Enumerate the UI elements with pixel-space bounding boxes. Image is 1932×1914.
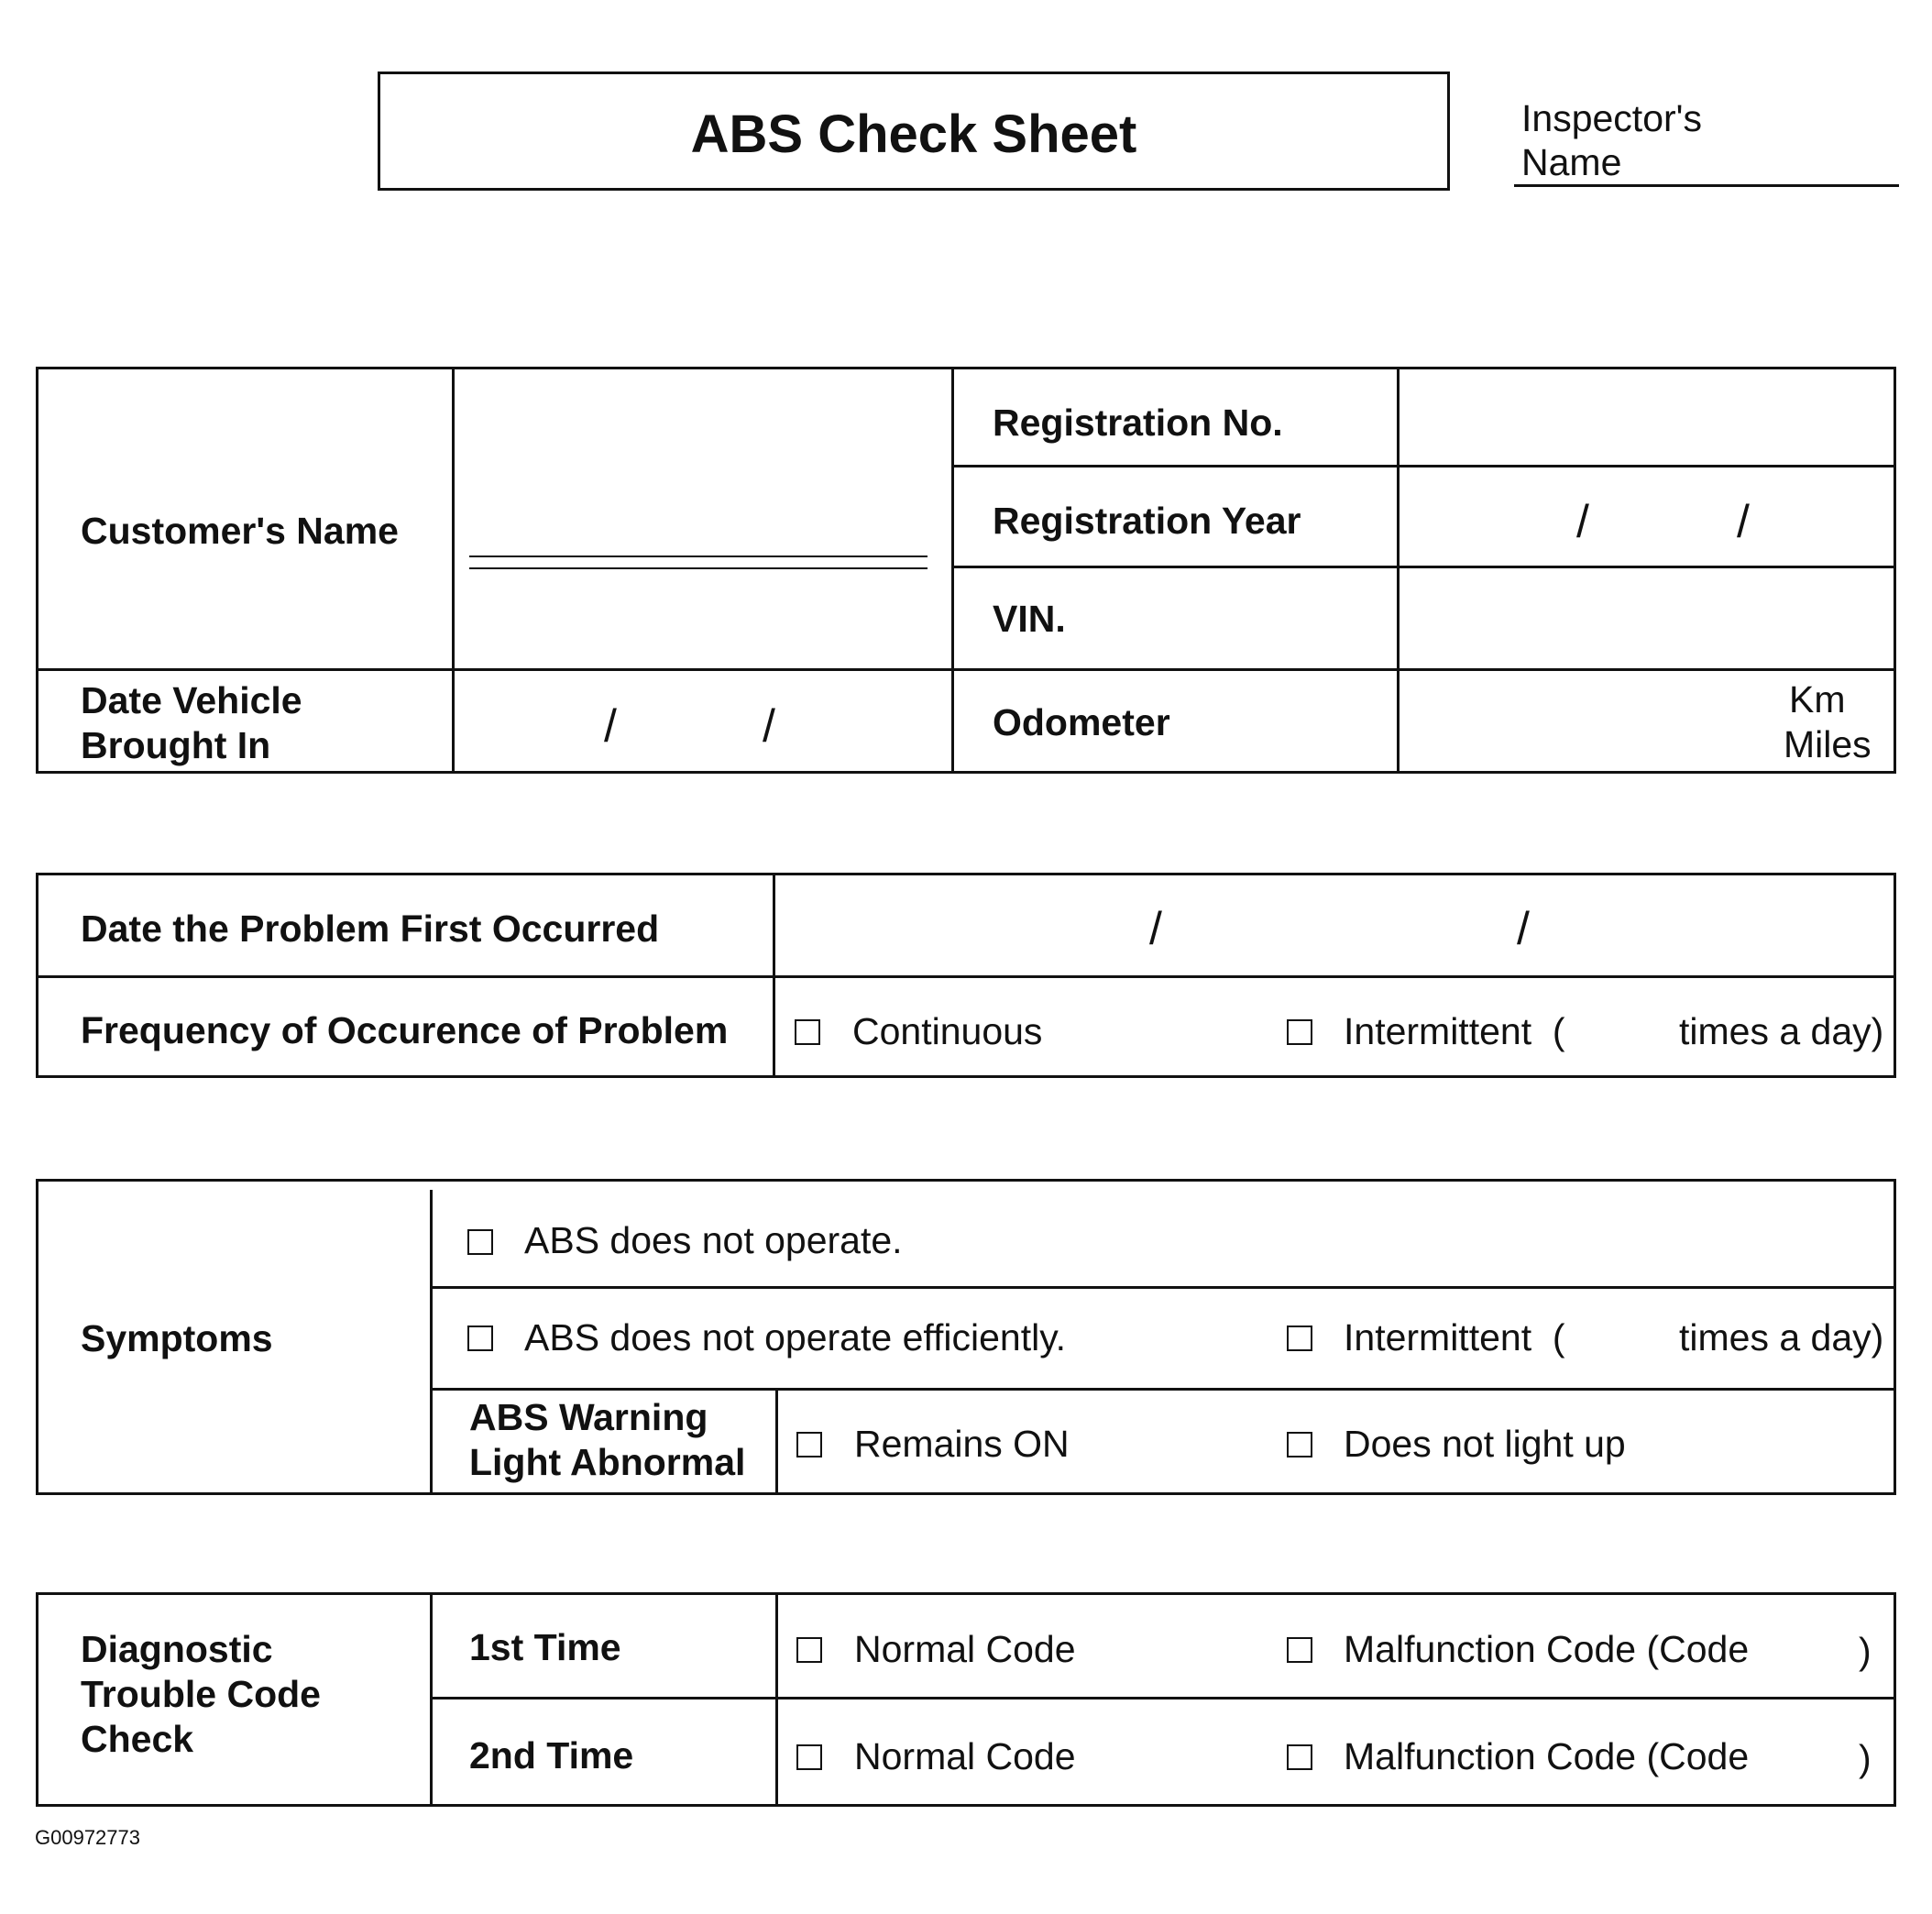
date-separator: / (1517, 903, 1530, 954)
registration-year-label: Registration Year (993, 500, 1301, 542)
odometer-unit-km: Km (1789, 678, 1846, 720)
not-light-up-checkbox[interactable] (1287, 1432, 1312, 1458)
title-box (378, 72, 1450, 191)
warning-light-label: ABS Warning Light Abnormal (469, 1396, 746, 1483)
registration-no-field[interactable] (1402, 372, 1888, 462)
remains-on-checkbox[interactable] (796, 1432, 822, 1458)
vin-label: VIN. (993, 598, 1066, 640)
date-separator: / (1737, 496, 1750, 547)
second-malfunction-code-input[interactable] (1751, 1730, 1851, 1785)
frequency-label: Frequency of Occurence of Problem (81, 1009, 729, 1051)
date-brought-in-label: Date Vehicle Brought In (81, 679, 302, 766)
inspector-name-label: Inspector's Name (1521, 97, 1702, 183)
registration-no-label: Registration No. (993, 402, 1283, 444)
abs-not-efficient-checkbox[interactable] (467, 1326, 493, 1351)
not-light-up-label: Does not light up (1344, 1423, 1626, 1465)
continuous-checkbox[interactable] (795, 1019, 820, 1045)
intermittent-checkbox[interactable] (1287, 1019, 1312, 1045)
figure-id: G00972773 (35, 1826, 140, 1849)
registration-year-field[interactable] (1402, 469, 1888, 563)
first-malfunction-code-label: Malfunction Code (Code (1344, 1628, 1750, 1670)
date-separator: / (604, 700, 617, 752)
first-malfunction-code-checkbox[interactable] (1287, 1637, 1312, 1663)
symptom-times-a-day-label: times a day) (1679, 1316, 1884, 1358)
abs-not-efficient-label: ABS does not operate efficiently. (524, 1316, 1067, 1358)
times-a-day-input[interactable] (1572, 1003, 1673, 1058)
symptoms-label: Symptoms (81, 1317, 273, 1359)
symptom-intermittent-checkbox[interactable] (1287, 1326, 1312, 1351)
continuous-label: Continuous (852, 1010, 1043, 1052)
dtc-check-label: Diagnostic Trouble Code Check (81, 1628, 321, 1760)
second-malfunction-code-label: Malfunction Code (Code (1344, 1735, 1750, 1777)
date-brought-in-field[interactable] (457, 673, 947, 770)
odometer-label: Odometer (993, 701, 1170, 743)
date-first-occurred-field[interactable] (779, 878, 1890, 972)
inspector-name-field[interactable] (1514, 184, 1899, 187)
date-first-occurred-label: Date the Problem First Occurred (81, 908, 660, 950)
date-separator: / (1149, 903, 1162, 954)
abs-not-operate-label: ABS does not operate. (524, 1219, 903, 1261)
times-a-day-label: times a day) (1679, 1010, 1884, 1052)
first-time-label: 1st Time (469, 1626, 621, 1668)
vin-field[interactable] (1402, 570, 1888, 666)
symptom-intermittent-label: Intermittent ( (1344, 1316, 1565, 1358)
symptom-times-a-day-input[interactable] (1572, 1309, 1673, 1364)
intermittent-label: Intermittent ( (1344, 1010, 1565, 1052)
page-title: ABS Check Sheet (690, 104, 1137, 164)
abs-not-operate-checkbox[interactable] (467, 1229, 493, 1255)
second-time-label: 2nd Time (469, 1734, 634, 1776)
odometer-unit-miles: Miles (1784, 723, 1872, 765)
date-separator: / (763, 700, 775, 752)
second-normal-code-checkbox[interactable] (796, 1744, 822, 1770)
customer-name-label: Customer's Name (81, 510, 399, 552)
first-close-paren: ) (1859, 1630, 1872, 1672)
first-malfunction-code-input[interactable] (1751, 1622, 1851, 1678)
odometer-field[interactable] (1402, 673, 1769, 770)
customer-name-field[interactable] (469, 556, 928, 557)
second-close-paren: ) (1859, 1737, 1872, 1779)
date-separator: / (1576, 496, 1589, 547)
first-normal-code-checkbox[interactable] (796, 1637, 822, 1663)
first-normal-code-label: Normal Code (854, 1628, 1076, 1670)
second-normal-code-label: Normal Code (854, 1735, 1076, 1777)
second-malfunction-code-checkbox[interactable] (1287, 1744, 1312, 1770)
remains-on-label: Remains ON (854, 1423, 1070, 1465)
